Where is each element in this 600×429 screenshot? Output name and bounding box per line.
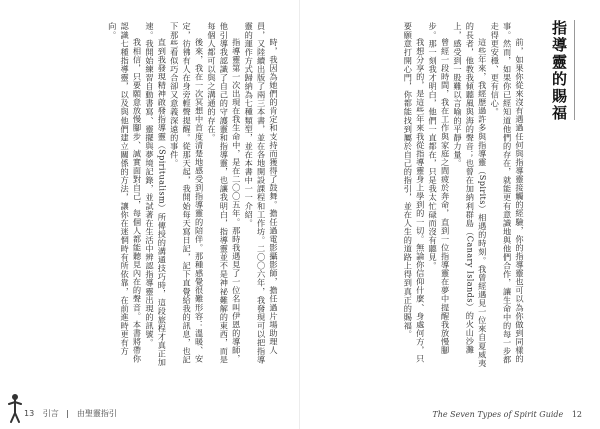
chapter-heading: 指導靈的賜福 <box>550 20 568 122</box>
section-label: 引言 <box>42 409 59 418</box>
paragraph: 後來，我在一次冥想中首度清楚地感受到指導靈的陪伴。那種感覺很難形容：溫暖、安定，彷彿有人在身旁輕聲提醒。從那天起，我開始每天寫日記，記下直覺給我的訊息，也記下那些看似巧合卻又意義深遠的事件。 <box>169 22 205 364</box>
right-page <box>300 0 600 429</box>
paragraph: 我相信，只要願意放慢腳步、誠實面對自己，每個人都能聽見內在的聲音。本書將帶你認識七種指導靈，以及與他們建立關係的方法，讓你在迷惘時有所依靠，在前進時更有方向。 <box>107 22 143 364</box>
page-number: 12 <box>571 410 582 419</box>
paragraph: 這些年來，我經歷過許多與指導靈（Spirits）相遇的時刻。我曾經遇見一位來自夏威夷的長者，他教我傾聽風與海的聲音；也曾在加納利群島（Canary Islands）的火山沙灘上，感受到一股難以言喻的平靜力量。 <box>452 22 488 368</box>
book-title-english: The Seven Types of Spirit Guide <box>432 410 564 419</box>
paragraph: 前，如果你從來沒有遇過任何與指導靈接觸的經驗，你的指導靈也可以為你做到同樣的事。然而，如果你已經知道他們的存在，就能更有意識地與他們合作，讓生命中的每一步都走得更安穩、更有信心。 <box>490 22 525 364</box>
paragraph: 我想分享的，是這些年來我從指導靈身上學到的一切。無論你信仰什麼、身處何方，只要願意打開心門，你都能找到屬於自己的指引，並在人生的道路上得到真正的賜福。 <box>403 22 426 364</box>
left-page-body <box>18 22 280 370</box>
figure-silhouette-icon <box>8 393 22 423</box>
left-footer <box>24 408 117 419</box>
heading-rule <box>574 20 575 120</box>
paragraph: 曾經一段時間，我在工作與家庭之間疲於奔命，直到一位指導靈在夢中提醒我放慢腳步。那一刻我才明白，他們一直都在，只是我太忙碌而沒有聽見。 <box>428 22 451 355</box>
book-title: 由聖靈指引 <box>76 409 117 418</box>
page-number: 13 <box>24 409 35 418</box>
paragraph: 直到我發現精神啟發指導靈（Spiritualism）所傳授的溝通技巧時，這段旅程才真正加速。我開始練習自動書寫、靈擺與夢境記錄，並試著在生活中辨認指導靈出現的訊號。 <box>144 22 168 367</box>
paragraph: 指導靈第一次出現在我生命中，是在二〇〇五年。那時我遇見了一位名叫伊恩的導師，他引導我認識了自己的守護靈和指導靈，也讓我明白，指導靈並不是神祕難解的東西，而是每個人都可以與之溝通的存在。 <box>206 22 242 364</box>
paragraph: 時，我因為她們的肯定和支持而獲得了鼓舞。擔任過電影攝影師，擔任過片場助理人員，又陸續出版了兩三本書，並在各地開設課程和工作坊。二〇〇六年，我發現可以把指導靈的運作方式歸納為七種類型，並在本書中一一介紹。 <box>244 22 279 364</box>
right-footer <box>432 410 582 419</box>
footer-divider <box>67 410 68 418</box>
right-page-body <box>314 22 526 370</box>
